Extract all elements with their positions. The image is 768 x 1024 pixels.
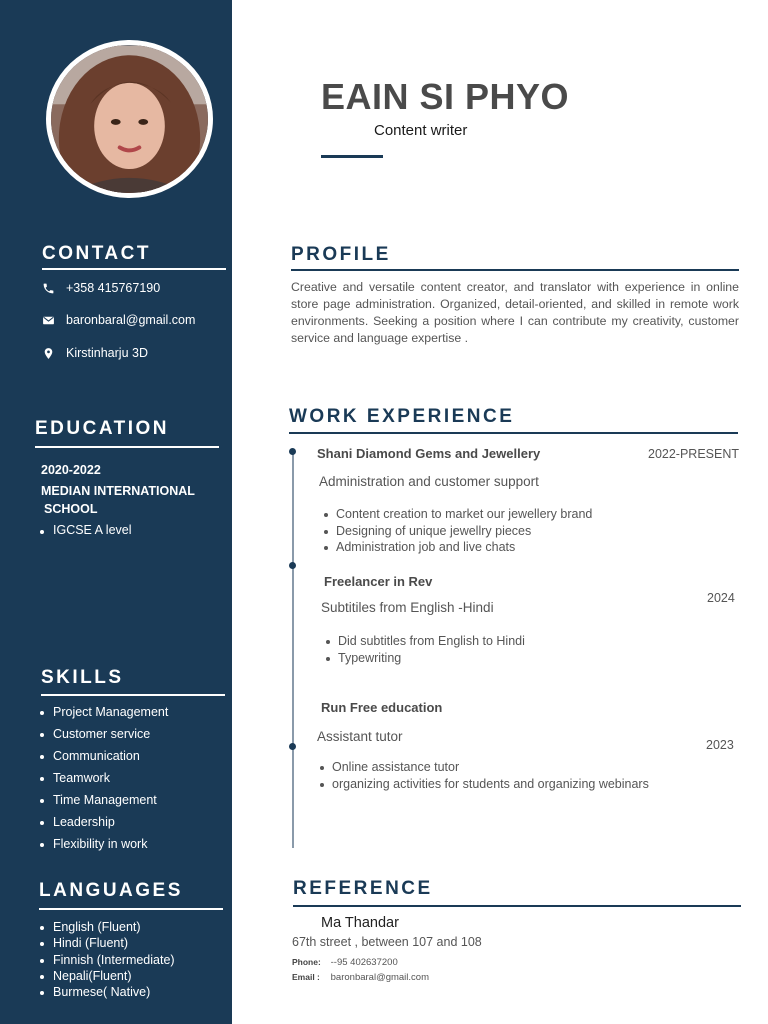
languages-list <box>38 919 175 1000</box>
contact-email-text: baronbaral@gmail.com <box>66 313 196 327</box>
envelope-icon <box>41 313 55 327</box>
job-role: Assistant tutor <box>317 729 403 744</box>
location-pin-icon <box>41 346 55 360</box>
list-item: Time Management <box>38 792 168 814</box>
timeline-dot <box>289 562 296 569</box>
list-item: Customer service <box>38 726 168 748</box>
reference-name: Ma Thandar <box>321 915 399 931</box>
profile-photo-illustration <box>51 45 208 193</box>
contact-divider <box>42 268 226 270</box>
education-divider <box>35 446 219 448</box>
profile-divider <box>291 269 739 271</box>
list-item: Nepali(Fluent) <box>38 968 175 984</box>
reference-heading: REFERENCE <box>293 878 433 899</box>
sidebar <box>0 0 232 1024</box>
list-item: organizing activities for students and organizing webinars <box>316 776 649 793</box>
job-company: Shani Diamond Gems and Jewellery <box>317 446 541 461</box>
job-date: 2022-PRESENT <box>648 447 740 461</box>
candidate-name: EAIN SI PHYO <box>321 76 570 117</box>
list-item: Typewriting <box>322 650 525 667</box>
list-item: Online assistance tutor <box>316 759 649 776</box>
reference-phone <box>292 957 398 968</box>
education-years: 2020-2022 <box>41 463 101 477</box>
list-item: Administration job and live chats <box>320 539 592 556</box>
list-item: Did subtitles from English to Hindi <box>322 633 525 650</box>
reference-phone-label: Phone: <box>292 957 321 967</box>
education-school-line2: SCHOOL <box>44 502 98 516</box>
contact-heading: CONTACT <box>42 243 151 264</box>
reference-email-label: Email : <box>292 972 320 982</box>
job-duties <box>320 506 592 556</box>
experience-heading: WORK EXPERIENCE <box>289 406 515 427</box>
experience-timeline <box>292 452 294 848</box>
skills-heading: SKILLS <box>41 667 124 688</box>
list-item: English (Fluent) <box>38 919 175 935</box>
experience-divider <box>289 432 738 434</box>
reference-email <box>292 972 429 983</box>
timeline-dot <box>289 743 296 750</box>
list-item: Communication <box>38 748 168 770</box>
profile-photo <box>46 40 213 198</box>
list-item: Leadership <box>38 814 168 836</box>
job-duties <box>322 633 525 666</box>
education-school-line1: MEDIAN INTERNATIONAL <box>41 484 195 498</box>
job-company: Run Free education <box>321 700 443 715</box>
list-item: Content creation to market our jewellery brand <box>320 506 592 523</box>
education-heading: EDUCATION <box>35 418 170 439</box>
contact-phone <box>41 281 160 295</box>
education-school <box>41 482 221 518</box>
reference-phone-value: --95 402637200 <box>330 957 398 968</box>
list-item: Flexibility in work <box>38 836 168 858</box>
list-item: Project Management <box>38 704 168 726</box>
education-list <box>38 523 132 537</box>
list-item: Teamwork <box>38 770 168 792</box>
skills-divider <box>41 694 225 696</box>
timeline-dot <box>289 448 296 455</box>
reference-divider <box>293 905 741 907</box>
job-role: Administration and customer support <box>319 474 539 489</box>
languages-heading: LANGUAGES <box>39 880 183 901</box>
contact-address-text: Kirstinharju 3D <box>66 346 148 360</box>
contact-phone-text: +358 415767190 <box>66 281 161 295</box>
profile-heading: PROFILE <box>291 244 391 265</box>
profile-text: Creative and versatile content creator, and translator with experience in online store page administration. Organized, detail-oriented, and skilled in remote work environments. Seeking a position where I can contribute my creativity, customer service and language expertise . <box>291 280 739 345</box>
languages-divider <box>39 908 223 910</box>
job-company: Freelancer in Rev <box>324 574 433 589</box>
contact-email <box>41 313 195 327</box>
reference-email-value: baronbaral@gmail.com <box>330 972 429 983</box>
list-item: Designing of unique jewellry pieces <box>320 523 592 540</box>
candidate-role: Content writer <box>374 122 468 139</box>
name-underline <box>321 155 383 158</box>
job-duties <box>316 759 649 792</box>
job-date: 2023 <box>706 738 734 752</box>
list-item: Finnish (Intermediate) <box>38 952 175 968</box>
list-item: Hindi (Fluent) <box>38 935 175 951</box>
contact-address <box>41 346 148 360</box>
job-date: 2024 <box>707 591 735 605</box>
reference-address: 67th street , between 107 and 108 <box>292 935 482 949</box>
list-item: Burmese( Native) <box>38 984 175 1000</box>
list-item: IGCSE A level <box>38 523 132 537</box>
job-role: Subtitiles from English -Hindi <box>321 600 494 615</box>
skills-list <box>38 704 168 858</box>
phone-icon <box>41 281 55 295</box>
